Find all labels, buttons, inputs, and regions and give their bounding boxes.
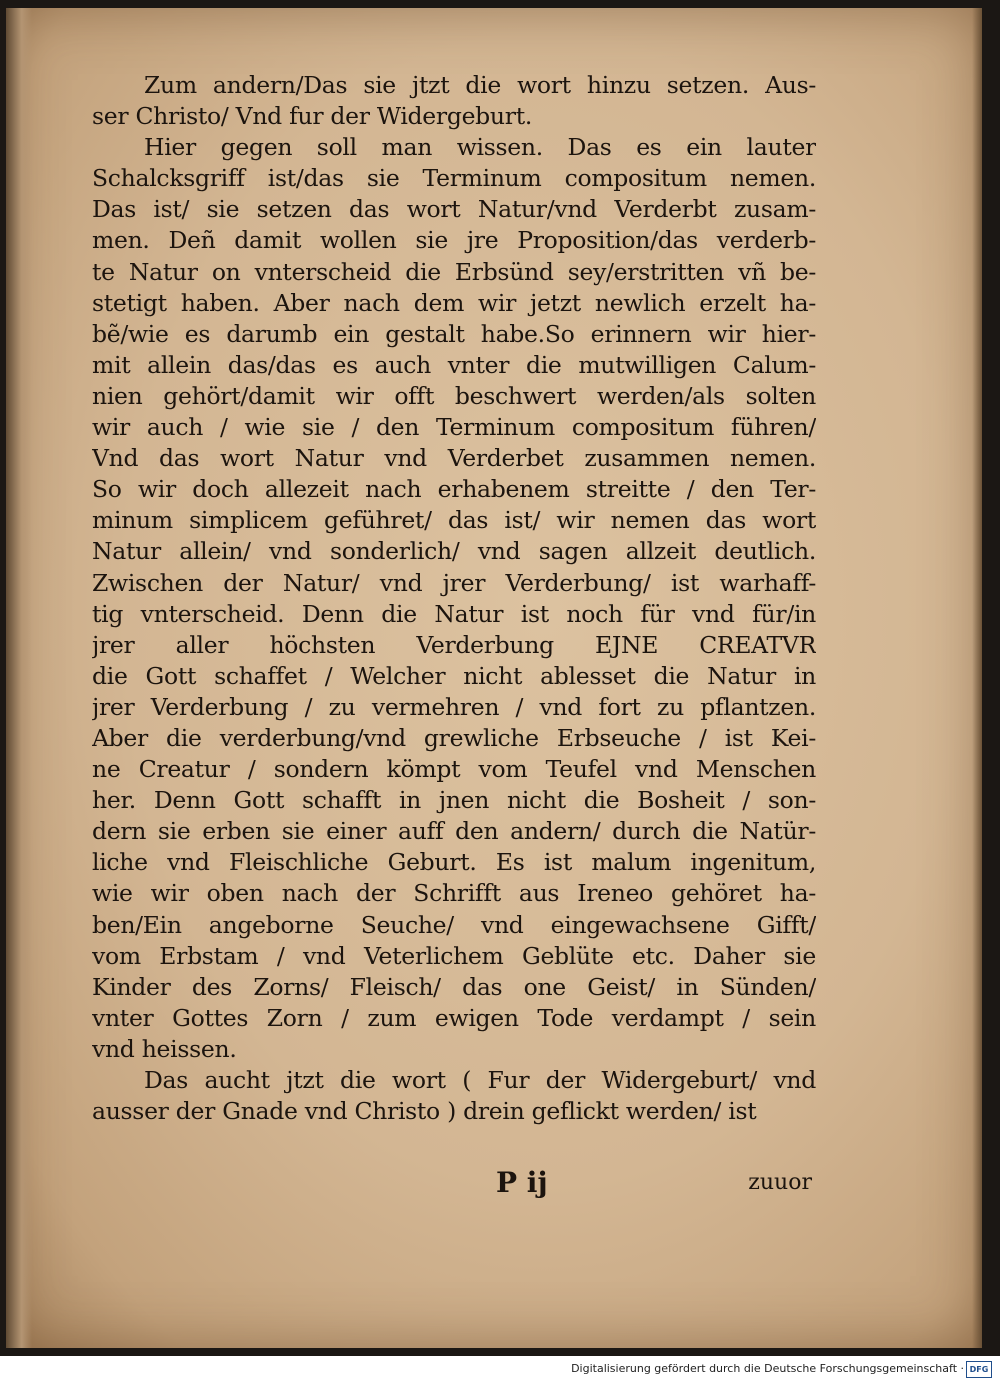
page-body-text	[92, 70, 816, 1127]
text-line: Vnd das wort Natur vnd Verderbet zusammen nemen.	[92, 444, 816, 473]
signature-mark: P ij	[496, 1166, 548, 1199]
text-line: stetigt haben. Aber nach dem wir jetzt newlich erzelt ha-	[92, 288, 816, 317]
text-line: vom Erbstam / vnd Veterlichem Geblüte etc. Daher sie	[92, 941, 816, 970]
text-line: wie wir oben nach der Schrifft aus Ireneo gehöret ha-	[92, 879, 816, 908]
text-line: Aber die verderbung/vnd grewliche Erbseuche / ist Kei-	[92, 723, 816, 752]
text-line: So wir doch allezeit nach erhabenem streitte / den Ter-	[92, 475, 816, 504]
text-line: mit allein das/das es auch vnter die mutwilligen Calum-	[92, 350, 816, 379]
text-line: ausser der Gnade vnd Christo ) drein geflickt werden/ ist	[92, 1097, 757, 1126]
dfg-logo: DFG	[966, 1361, 992, 1378]
text-line: vnd heissen.	[92, 1034, 237, 1063]
text-line: ser Christo/ Vnd fur der Widergeburt.	[92, 102, 533, 131]
text-line: Zum andern/Das sie jtzt die wort hinzu setzen. Aus-	[144, 71, 816, 99]
catchword: zuuor	[748, 1170, 812, 1195]
page-footer-row	[92, 1166, 816, 1200]
text-line: Zwischen der Natur/ vnd jrer Verderbung/ ist warhaff-	[92, 568, 816, 597]
text-line: nien gehört/damit wir offt beschwert werden/als solten	[92, 381, 816, 410]
text-line: te Natur on vnterscheid die Erbsünd sey/erstritten vñ be-	[92, 257, 816, 286]
digitization-credit: Digitalisierung gefördert durch die Deutsche Forschungsgemeinschaft ·	[571, 1362, 964, 1375]
text-line: liche vnd Fleischliche Geburt. Es ist malum ingenitum,	[92, 848, 816, 877]
text-line: jrer aller höchsten Verderbung EJNE CREATVR	[92, 630, 816, 659]
text-line: minum simplicem geführet/ das ist/ wir nemen das wort	[92, 506, 816, 535]
page-binding-shadow	[6, 8, 32, 1348]
text-line: ben/Ein angeborne Seuche/ vnd eingewachsene Gifft/	[92, 910, 816, 939]
page-edge-shadow	[972, 8, 982, 1348]
text-line: Kinder des Zorns/ Fleisch/ das one Geist/ in Sünden/	[92, 972, 816, 1001]
text-line: Schalcksgriff ist/das sie Terminum compositum nemen.	[92, 164, 816, 193]
text-line: men. Deñ damit wollen sie jre Proposition/das verderb-	[92, 226, 816, 255]
text-line: wir auch / wie sie / den Terminum compositum führen/	[92, 413, 816, 442]
text-line: die Gott schaffet / Welcher nicht ablesset die Natur in	[92, 661, 816, 690]
text-line: ne Creatur / sondern kömpt vom Teufel vnd Menschen	[92, 755, 816, 784]
text-line: her. Denn Gott schafft in jnen nicht die Bosheit / son-	[92, 786, 816, 815]
text-line: jrer Verderbung / zu vermehren / vnd fort zu pflantzen.	[92, 692, 816, 721]
text-line: tig vnterscheid. Denn die Natur ist noch für vnd für/in	[92, 599, 816, 628]
text-line: bẽ/wie es darumb ein gestalt habe.So erinnern wir hier-	[92, 319, 816, 348]
text-line: Hier gegen soll man wissen. Das es ein lauter	[144, 133, 816, 162]
text-line: Das ist/ sie setzen das wort Natur/vnd Verderbt zusam-	[92, 195, 816, 224]
text-line: Das aucht jtzt die wort ( Fur der Widergeburt/ vnd	[144, 1066, 816, 1094]
text-line: dern sie erben sie einer auff den andern/ durch die Natür-	[92, 817, 816, 846]
text-line: vnter Gottes Zorn / zum ewigen Tode verdampt / sein	[92, 1003, 816, 1032]
text-line: Natur allein/ vnd sonderlich/ vnd sagen allzeit deutlich.	[92, 537, 816, 566]
